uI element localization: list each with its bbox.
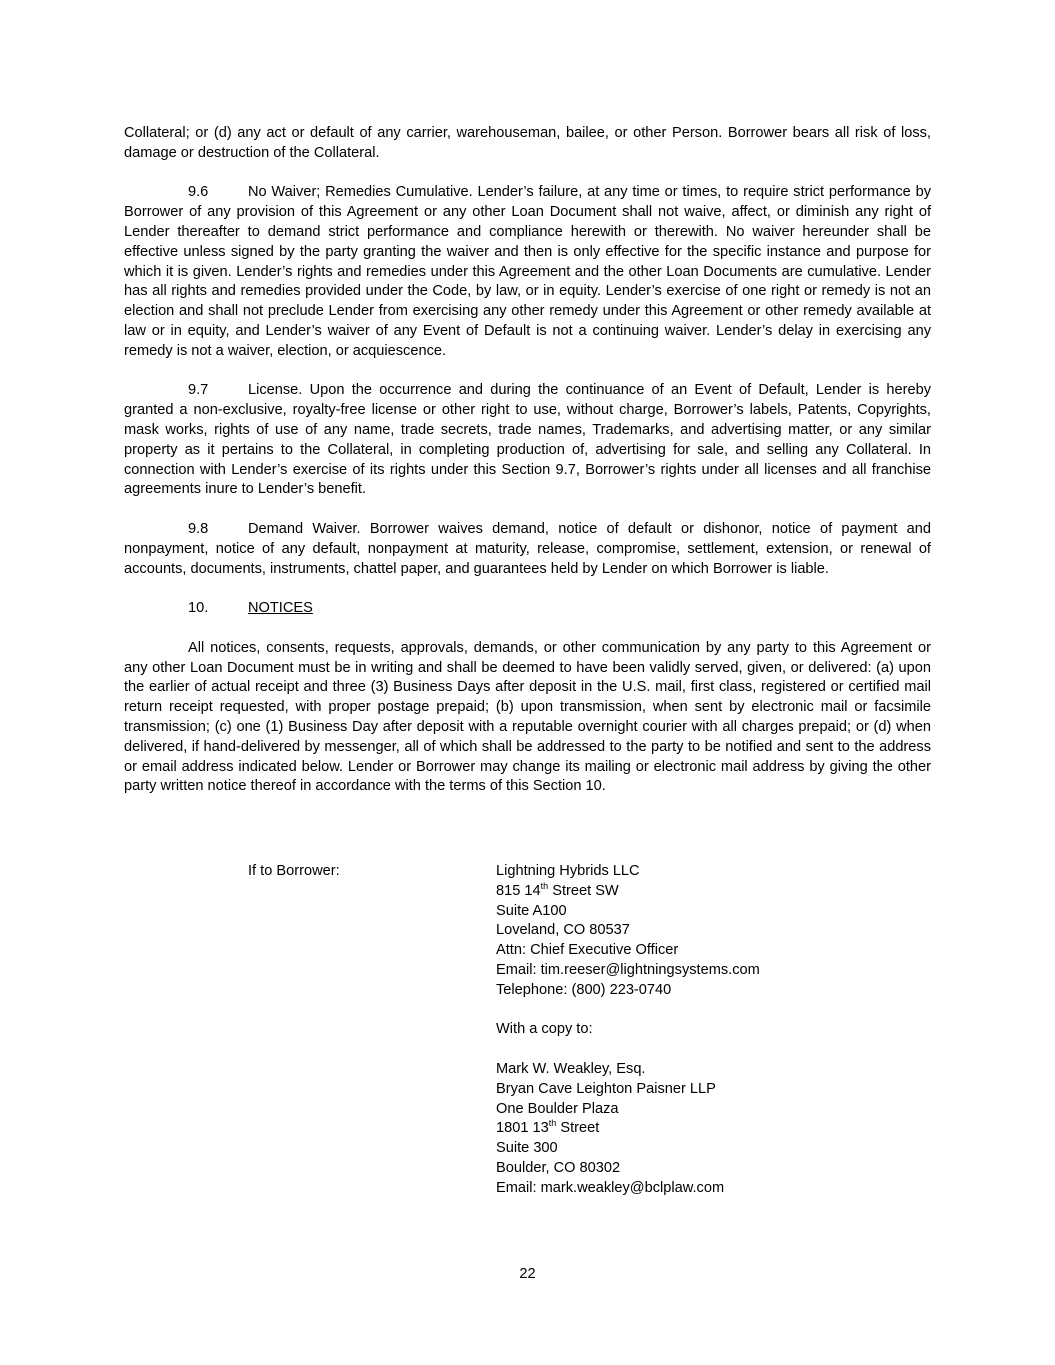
borrower-company: Lightning Hybrids LLC <box>496 863 640 879</box>
section-number: 9.8 <box>188 520 209 537</box>
page-number: 22 <box>519 1266 536 1282</box>
section-title: NOTICES <box>248 600 313 617</box>
borrower-email: Email: tim.reeser@lightningsystems.com <box>496 961 760 978</box>
notices-paragraph <box>124 639 931 797</box>
copy-city: Boulder, CO 80302 <box>496 1159 621 1176</box>
body-text <box>124 124 931 817</box>
copy-name: Mark W. Weakley, Esq. <box>496 1060 646 1077</box>
section-10-heading <box>124 599 931 619</box>
section-text: Lender’s failure, at any time or times, to require strict performance by Borrower of any provision of this Agreement or any other Loan Document shall not waive, affect, or diminish any right of Lender thereafter to demand strict performance and compliance herewith or therewith. No waiver hereunder shall be effective unless signed by the party granting the waiver and then is only effective for the specific instance and purpose for which it is given. Lender’s rights and remedies under this Agreement and the other Loan Documents are cumulative. Lender has all rights and remedies provided under the Code, by law, or in equity. Lender’s exercise of one right or remedy is not an election and shall not preclude Lender from exercising any other remedy under this Agreement or other remedy available at law or in equity, and Lender’s waiver of any Event of Default is not a continuing waiver. Lender’s delay in exercising any remedy is not a waiver, election, or acquiescence. <box>124 184 931 359</box>
copy-email: Email: mark.weakley@bclplaw.com <box>496 1179 725 1196</box>
section-text: Borrower waives demand, notice of default or dishonor, notice of payment and nonpayment, notice of any default, nonpayment at maturity, release, compromise, settlement, extension, or renewal of accounts, documents, instruments, chattel paper, and guarantees held by Lender on which Borrower is liable. <box>124 520 931 577</box>
section-title: No Waiver; Remedies Cumulative. <box>248 184 473 201</box>
address-label: If to Borrower: <box>248 863 340 879</box>
notices-text: All notices, consents, requests, approvals, demands, or other communication by any party to this Agreement or any other Loan Document must be in writing and shall be deemed to have been validly served, given, or delivered: (a) upon the earlier of actual receipt and three (3) Business Days after deposit in the U.S. mail, first class, registered or certified mail return receipt requested, with proper postage prepaid; (b) upon transmission, when sent by electronic mail or facsimile transmission; (c) one (1) Business Day after deposit with a reputable overnight courier with all charges prepaid; or (d) when delivered, if hand-delivered by messenger, all of which shall be addressed to the party to be notified and sent to the address or email address indicated below. Lender or Borrower may change its mailing or electronic mail address by giving the other party written notice thereof in accordance with the terms of this Section 10. <box>124 639 931 795</box>
borrower-attn: Attn: Chief Executive Officer <box>496 942 679 959</box>
copy-firm: Bryan Cave Leighton Paisner LLP <box>496 1080 716 1097</box>
borrower-city: Loveland, CO 80537 <box>496 922 630 939</box>
copy-building: One Boulder Plaza <box>496 1100 619 1117</box>
section-title: Demand Waiver. <box>248 520 361 537</box>
section-number: 9.7 <box>188 382 209 399</box>
section-text: Upon the occurrence and during the continuance of an Event of Default, Lender is hereby granted a non-exclusive, royalty-free license or other right to use, without charge, Borrower’s labels, Patents, Copyrights, mask works, rights of use of any name, trade secrets, trade names, Trademarks, and advertising matter, or any similar property as it pertains to the Collateral, in completing production of, advertising for sale, and selling any Collateral. In connection with Lender’s exercise of its rights under this Section 9.7, Borrower’s rights under all licenses and all franchise agreements inure to Lender’s benefit. <box>124 382 931 498</box>
borrower-telephone: Telephone: (800) 223-0740 <box>496 981 672 998</box>
address-block <box>496 862 760 1199</box>
section-number: 10. <box>188 600 209 617</box>
borrower-street: 815 14th Street SW <box>496 880 619 899</box>
paragraph-collateral-risk: Collateral; or (d) any act or default of any carrier, warehouseman, bailee, or other Person. Borrower bears all risk of loss, damage or destruction of the Collateral. <box>124 125 931 161</box>
section-number: 9.6 <box>188 184 209 201</box>
copy-suite: Suite 300 <box>496 1140 558 1157</box>
section-9-6 <box>124 183 931 361</box>
copy-street: 1801 13th Street <box>496 1118 600 1137</box>
copy-label: With a copy to: <box>496 1021 593 1038</box>
borrower-suite: Suite A100 <box>496 902 567 919</box>
section-9-8 <box>124 520 931 579</box>
section-title: License. <box>248 382 303 399</box>
section-9-7 <box>124 381 931 500</box>
